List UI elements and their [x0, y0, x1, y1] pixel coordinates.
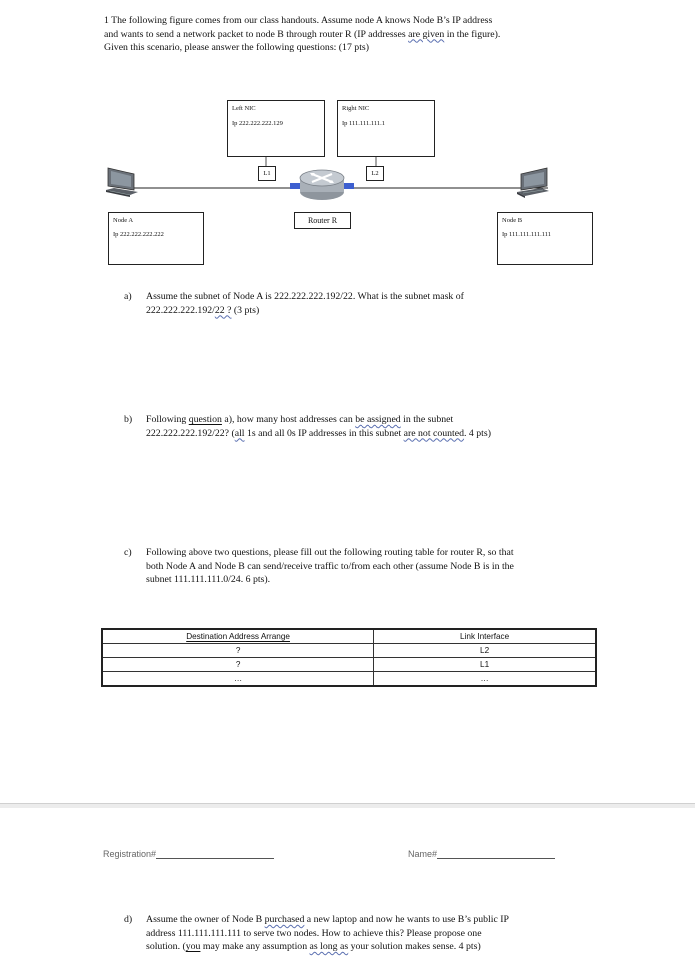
router-label: Router R	[294, 212, 351, 229]
question-d-line-3: solution. (you may make any assumption as long as your solution makes sense. 4 pts)	[146, 941, 481, 952]
question-b	[124, 413, 624, 440]
interface-cell: L2	[374, 644, 596, 658]
question-d-label: d)	[124, 914, 133, 925]
column-header-link-interface: Link Interface	[374, 629, 596, 644]
computer-icon	[104, 164, 142, 202]
destination-cell[interactable]: ?	[102, 644, 374, 658]
node-b-box	[497, 212, 593, 265]
question-a	[124, 290, 624, 317]
question-c	[124, 546, 624, 587]
table-row	[102, 658, 596, 672]
registration-label: Registration#	[103, 849, 157, 859]
destination-cell[interactable]: …	[102, 672, 374, 687]
right-nic-title: Right NIC	[342, 105, 370, 112]
question-c-label: c)	[124, 547, 132, 558]
computer-icon	[513, 164, 553, 202]
intro-line-2: and wants to send a network packet to node B through router R (IP addresses are given in the figure).	[104, 28, 501, 40]
left-nic-title: Left NIC	[232, 105, 256, 112]
node-a-box	[108, 212, 204, 265]
question-b-line-2: 222.222.222.192/22? (all 1s and all 0s IP addresses in this subnet are not counted. 4 pts)	[146, 427, 491, 439]
router-icon	[288, 164, 356, 204]
registration-blank[interactable]	[156, 849, 274, 859]
node-a-title: Node A	[113, 217, 134, 224]
intro-line-1: 1 The following figure comes from our class handouts. Assume node A knows Node B’s IP address	[104, 15, 493, 26]
question-d	[124, 913, 624, 954]
interface-cell: …	[374, 672, 596, 687]
question-c-line-1: Following above two questions, please fill out the following routing table for router R, so that	[146, 547, 514, 558]
link-l2-label: L2	[366, 166, 384, 181]
routing-table	[101, 628, 597, 687]
left-nic-box	[227, 100, 325, 157]
question-c-line-3: subnet 111.111.111.0/24. 6 pts).	[146, 574, 271, 585]
question-d-line-1: Assume the owner of Node B purchased a new laptop and now he wants to use B’s public IP	[146, 914, 509, 925]
right-nic-ip: Ip 111.111.111.1	[342, 120, 385, 127]
table-row	[102, 672, 596, 687]
name-blank[interactable]	[437, 849, 555, 859]
name-field[interactable]	[408, 849, 555, 859]
question-d-line-2: address 111.111.111.111 to serve two nodes. How to achieve this? Please propose one	[146, 927, 482, 939]
page-break-band	[0, 804, 695, 808]
intro-line-3: Given this scenario, please answer the following questions: (17 pts)	[104, 42, 370, 53]
node-b-title: Node B	[502, 217, 523, 224]
registration-field[interactable]	[103, 849, 274, 859]
question-b-line-1: Following question a), how many host addresses can be assigned in the subnet	[146, 414, 454, 425]
node-b-ip: Ip 111.111.111.111	[502, 231, 551, 238]
question-a-label: a)	[124, 291, 132, 302]
name-label: Name#	[408, 849, 438, 859]
question-c-line-2: both Node A and Node B can send/receive traffic to/from each other (assume Node B is in the	[146, 560, 514, 572]
question-b-label: b)	[124, 414, 133, 425]
right-nic-box	[337, 100, 435, 157]
question-a-line-2: 222.222.222.192/22 ? (3 pts)	[146, 304, 260, 316]
question-a-line-1: Assume the subnet of Node A is 222.222.222.192/22. What is the subnet mask of	[146, 291, 464, 302]
link-l1-label: L1	[258, 166, 276, 181]
table-row	[102, 644, 596, 658]
destination-cell[interactable]: ?	[102, 658, 374, 672]
routing-table-header	[102, 629, 596, 644]
interface-cell: L1	[374, 658, 596, 672]
column-header-destination: Destination Address Arrange	[102, 629, 374, 644]
node-a-ip: Ip 222.222.222.222	[113, 231, 164, 238]
left-nic-ip: Ip 222.222.222.129	[232, 120, 283, 127]
